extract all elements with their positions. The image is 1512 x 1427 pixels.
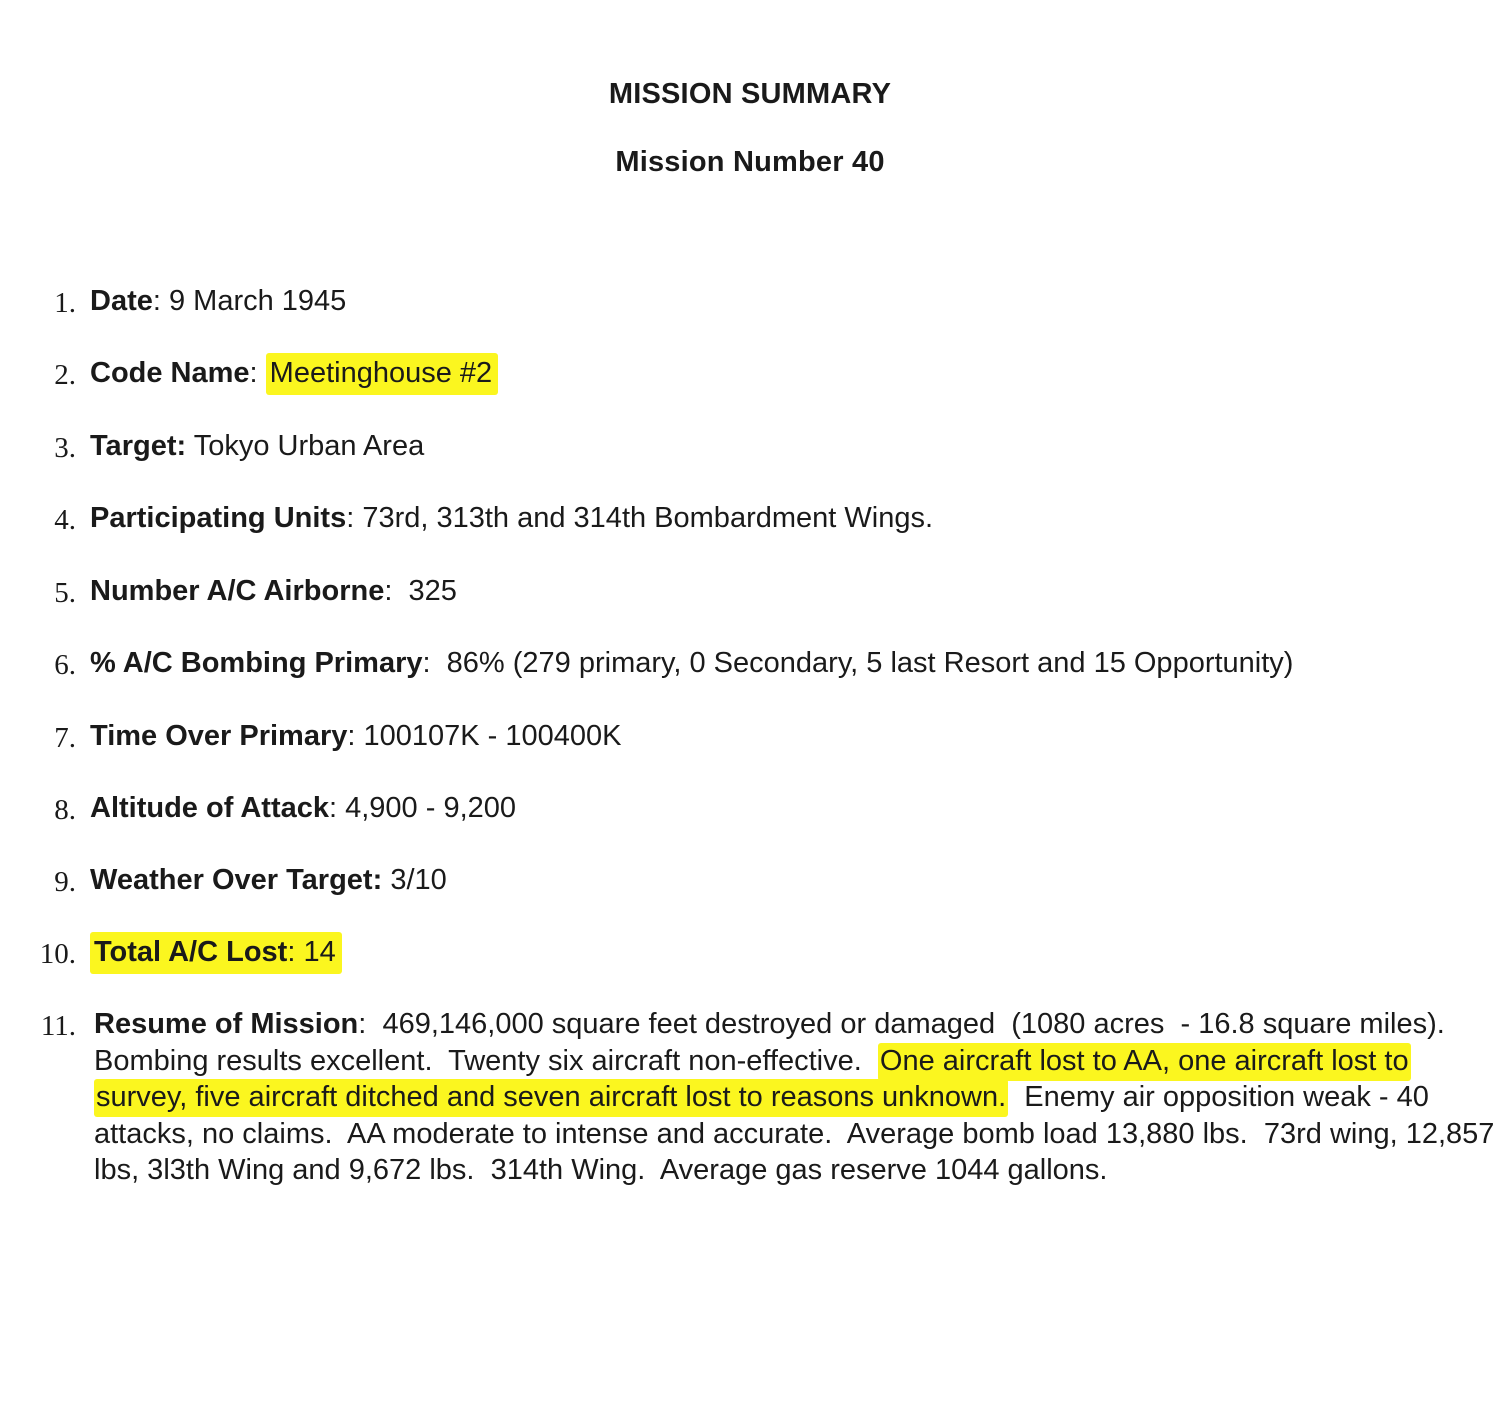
item-value: 4,900 - 9,200 [345, 792, 517, 824]
item-separator: : [249, 357, 266, 389]
item-separator: : [384, 575, 409, 607]
item-number: 7. [54, 722, 76, 754]
item-separator: : [358, 1008, 383, 1040]
item-number: 6. [54, 649, 76, 681]
item-value: 73rd, 313th and 314th Bombardment Wings. [362, 502, 934, 534]
item-label: Number A/C Airborne [90, 575, 385, 607]
item-number: 8. [54, 794, 76, 826]
highlighted-code-name: Meetinghouse #2 [266, 353, 499, 395]
item-label: Weather Over Target: [90, 864, 383, 896]
highlighted-total-lost [90, 932, 342, 974]
item-value: 9 March 1945 [168, 285, 347, 317]
item-value: 14 [303, 936, 336, 968]
item-label: Resume of Mission [94, 1008, 359, 1040]
resume-paragraph [94, 1006, 1503, 1189]
resume-text-before: 469,146,000 square feet destroyed or damaged (1080 acres - 16.8 square miles). Bombing results excellent. Twenty six aircraft non-effective. [94, 1008, 1461, 1077]
item-separator: : [346, 502, 363, 534]
item-label: % A/C Bombing Primary [90, 647, 423, 679]
item-label: Participating Units [90, 502, 347, 534]
item-separator: : [152, 285, 169, 317]
item-value: Tokyo Urban Area [193, 430, 425, 462]
item-number: 11. [40, 1010, 76, 1042]
item-number: 4. [54, 504, 76, 536]
item-separator: : [347, 720, 364, 752]
resume-text-after: Enemy air opposition weak - 40 attacks, no claims. AA moderate to intense and accurate. Average bomb load 13,880 lbs. 73rd wing, 12,857 lbs, 3l3th Wing and 9,672 lbs. 314th Wing. Average gas reserve 1044 gallons. [94, 1081, 1503, 1187]
item-label: Date [90, 285, 153, 317]
mission-number-heading: Mission Number 40 [615, 146, 885, 178]
item-number: 9. [54, 866, 76, 898]
item-separator: : [422, 647, 447, 679]
item-number: 5. [54, 577, 76, 609]
item-value: 100107K - 100400K [363, 720, 622, 752]
item-label: Time Over Primary [90, 720, 348, 752]
item-number: 2. [54, 359, 76, 391]
item-value: 3/10 [390, 864, 447, 896]
document-title: MISSION SUMMARY [608, 78, 892, 110]
item-number: 10. [39, 938, 76, 970]
item-label: Total A/C Lost [94, 936, 288, 968]
item-label: Code Name [90, 357, 250, 389]
item-value: 325 [408, 575, 457, 607]
item-separator: : [328, 792, 346, 824]
item-number: 1. [54, 287, 76, 319]
item-value: 86% (279 primary, 0 Secondary, 5 last Resort and 15 Opportunity) [446, 647, 1294, 679]
highlighted-losses-text: One aircraft lost to AA, one aircraft lost to survey, five aircraft ditched and seven aircraft lost to reasons unknown. [94, 1043, 1411, 1118]
item-separator: : [287, 936, 304, 968]
item-separator [186, 430, 194, 462]
item-number: 3. [54, 432, 76, 464]
item-label: Altitude of Attack [90, 792, 329, 824]
item-label: Target: [90, 430, 187, 462]
